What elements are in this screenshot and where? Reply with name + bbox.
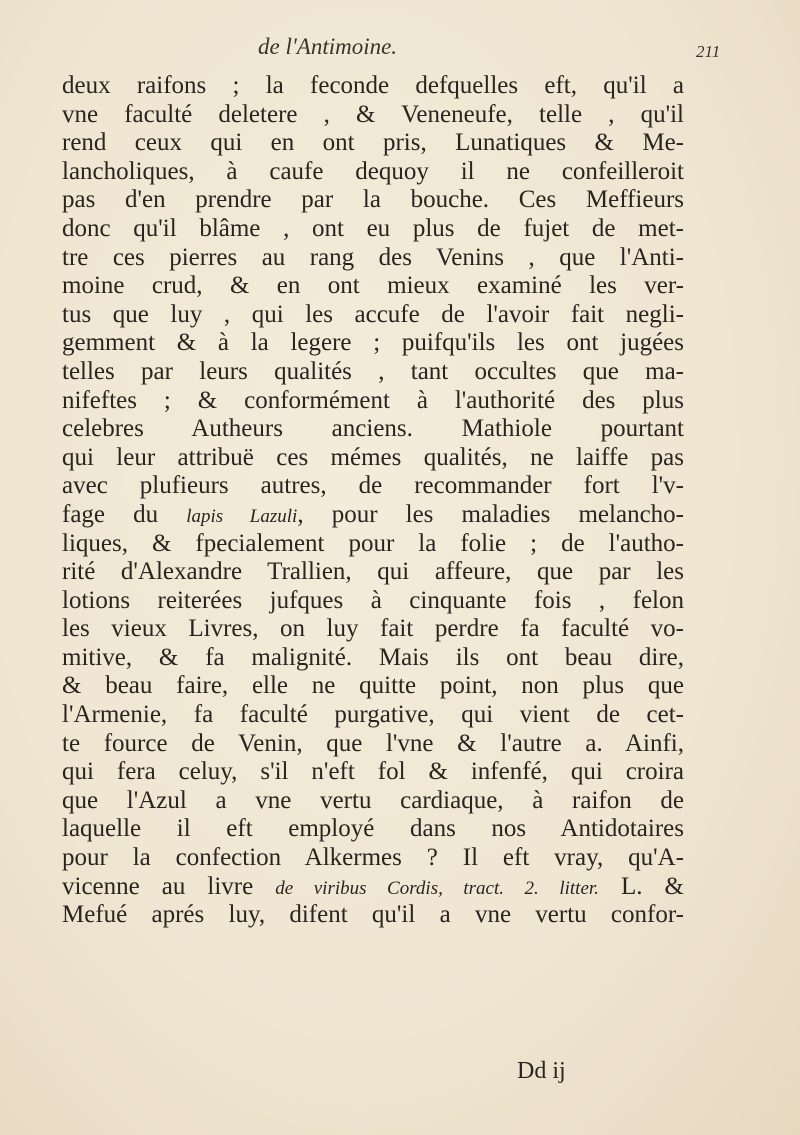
line-text: Mefué aprés luy, difent qu'il a vne vertu confor- [62,901,684,929]
line-text: gemment & à la legere ; puifqu'ils les ont jugées [62,329,684,357]
text-line [62,730,684,759]
line-text: telles par leurs qualités , tant occultes que ma- [62,357,684,385]
signature-mark: Dd ij [517,1058,566,1084]
text-line [62,644,684,673]
text-line [62,244,684,273]
line-text: & beau faire, elle ne quitte point, non plus que [62,672,684,700]
line-text: rend ceux qui en ont pris, Lunatiques & Me- [62,129,684,157]
text-line [62,787,684,816]
italic-phrase: de viribus Cordis, tract. 2. litter. [275,877,599,899]
text-line [62,215,684,244]
line-text: laquelle il eft employé dans nos Antidotaires [62,815,684,843]
line-text: qui fera celuy, s'il n'eft fol & infenfé, qui croira [62,758,684,786]
text-line [62,186,684,215]
line-text: rité d'Alexandre Trallien, qui affeure, que par les [62,558,684,586]
line-text: tre ces pierres au rang des Venins , que l'Anti- [62,243,684,271]
text-line [62,415,684,444]
line-text: , pour les maladies melancho- [297,500,684,528]
line-text: nifeftes ; & conformément à l'authorité des plus [62,386,684,414]
text-line [62,387,684,416]
line-text: te fource de Venin, que l'vne & l'autre a. Ainfi, [62,729,684,757]
line-text: L. & [598,872,684,900]
line-text: lotions reiterées jufques à cinquante fois , felon [62,586,684,614]
text-line [62,272,684,301]
text-line [62,672,684,701]
line-text: les vieux Livres, on luy fait perdre fa faculté vo- [62,615,684,643]
text-line [62,844,684,873]
text-line [62,701,684,730]
text-line [62,558,684,587]
text-line [62,72,684,101]
line-text: pas d'en prendre par la bouche. Ces Meffieurs [62,186,684,214]
line-text: celebres Autheurs anciens. Mathiole pourtant [62,415,684,443]
line-text: l'Armenie, fa faculté purgative, qui vient de cet- [62,701,684,729]
line-text: mitive, & fa malignité. Mais ils ont beau dire, [62,643,684,671]
line-text: avec plufieurs autres, de recommander fort l'v- [62,472,684,500]
line-text: qui leur attribuë ces mémes qualités, ne laiffe pas [62,443,684,471]
line-text: moine crud, & en ont mieux examiné les ver- [62,272,684,300]
text-line [62,444,684,473]
body-text [62,72,684,930]
page-number: 211 [696,42,721,61]
line-text: deux raifons ; la feconde defquelles eft, qu'il a [62,72,684,99]
line-text: pour la confection Alkermes ? Il eft vray, qu'A- [62,844,684,872]
text-line [62,158,684,187]
text-line [62,329,684,358]
italic-phrase: lapis Lazuli [186,505,298,527]
text-line [62,101,684,130]
text-line [62,129,684,158]
text-line [62,472,684,501]
line-text: liques, & fpecialement pour la folie ; de l'autho- [62,529,684,557]
text-line [62,758,684,787]
text-line [62,873,684,902]
text-line [62,587,684,616]
text-line [62,530,684,559]
line-text: que l'Azul a vne vertu cardiaque, à raifon de [62,786,684,814]
running-head [0,34,800,74]
text-line [62,501,684,530]
line-text: donc qu'il blâme , ont eu plus de fujet de met- [62,214,684,242]
text-line [62,901,684,930]
line-text: vne faculté deletere , & Veneneufe, telle , qu'il [62,100,684,128]
line-text: tus que luy , qui les accufe de l'avoir fait negli- [62,300,684,328]
line-text: fage du [62,500,187,528]
running-title: de l'Antimoine. [258,34,398,59]
text-line [62,615,684,644]
line-text: lancholiques, à caufe dequoy il ne confeilleroit [62,157,684,185]
text-line [62,358,684,387]
line-text: vicenne au livre [62,872,276,900]
text-line [62,301,684,330]
text-line [62,815,684,844]
